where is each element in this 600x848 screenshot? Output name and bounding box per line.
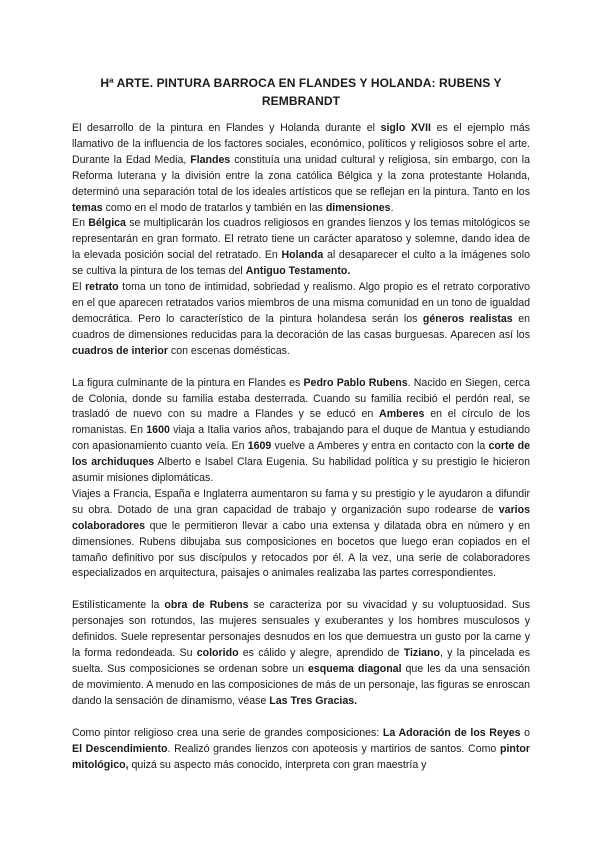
document-body: [72, 121, 530, 773]
bold-run: La Adoración de los Reyes: [382, 726, 521, 739]
text-run: en el círculo de los romanistas. En: [72, 408, 530, 437]
bold-run: Antiguo Testamento.: [245, 265, 351, 278]
bold-run: varios colaboradores: [72, 503, 530, 532]
paragraph-religioso: [72, 726, 530, 774]
bold-run: Amberes: [379, 408, 425, 421]
text-run: en cuadros de dimensiones reducidas para la decoración de las casas burguesas. Aparecen así los: [72, 312, 530, 341]
bold-run: 1609: [247, 440, 272, 453]
paragraph-rubens-bio: [72, 376, 530, 487]
bold-run: 1600: [146, 424, 170, 437]
bold-run: obra de Rubens: [164, 599, 249, 612]
text-run: Viajes a Francia, España e Inglaterra aumentaron su fama y su prestigio y le ayudaron a difundir su obra. Dotado de una gran capacidad de trabajo y organización supo rodearse de: [72, 487, 530, 516]
text-run: que le permitieron llevar a cabo una extensa y dilatada obra en número y en dimensiones. Rubens dibujaba sus composiciones en bocetos que luego eran copiados en el tamaño definitivo por sus discípulos y retocados por él. A la vez, una serie de colaboradores especializados en arquitectura, paisajes o animales realizaba las partes correspondientes.: [72, 519, 530, 580]
bold-run: El Descendimiento: [72, 742, 168, 755]
bold-run: géneros realistas: [422, 312, 513, 325]
text-run: que les da una sensación de movimiento. A menudo en las composiciones de más de un personaje, las figuras se enroscan dando la sensación de dinamismo, véase: [72, 663, 530, 707]
text-run: toma un tono de intimidad, sobriedad y realismo. Algo propio es el retrato corporativo en el que aparecen retratados varios miembros de una misma comunidad en un tono de igualdad democrática. Pero lo característico de la pintura holandesa serán los: [72, 281, 530, 325]
bold-run: Bélgica: [88, 217, 126, 230]
text-run: con escenas domésticas.: [167, 344, 290, 357]
text-run: es cálido y alegre, aprendido de: [238, 647, 404, 660]
text-run: vuelve a Amberes y entra en contacto con la: [271, 440, 489, 453]
paragraph-flandes-holanda: [72, 121, 530, 216]
text-run: , y la pincelada es suelta. Sus composiciones se ordenan sobre un: [72, 647, 530, 675]
text-run: La figura culminante de la pintura en Flandes es: [72, 376, 304, 389]
text-run: como en el modo de tratarlos y también en las: [102, 201, 326, 214]
text-run: El: [72, 281, 86, 294]
bold-run: esquema diagonal: [308, 663, 402, 675]
bold-run: siglo XVII: [380, 122, 431, 134]
bold-run: Pedro Pablo Rubens: [303, 376, 408, 389]
text-run: se multiplicarán los cuadros religiosos en grandes lienzos y los temas mitológicos se representarán en gran formato. El retrato tiene un carácter aparatoso y solemne, dando idea de la elevada posición social del retratado. En: [72, 217, 530, 262]
bold-run: temas: [72, 201, 103, 214]
text-run: quizá su aspecto más conocido, interpreta con gran maestría y: [128, 758, 427, 771]
text-run: .: [390, 201, 394, 214]
paragraph-belgica: [72, 216, 530, 280]
text-run: . Realizó grandes lienzos con apoteosis y martirios de santos. Como: [167, 742, 500, 755]
bold-run: Tiziano: [403, 647, 440, 660]
text-run: se caracteriza por su vivacidad y su voluptuosidad. Sus personajes son rotundos, las mujeres sensuales y exuberantes y los hombres musculosos y definidos. Suele representar personajes desnudos en los que demuestra un gusto por la carne y la forma redondeada. Su: [72, 599, 530, 660]
text-run: o: [520, 726, 531, 739]
text-run: al desaparecer el culto a la imágenes solo se cultiva la pintura de los temas del: [72, 249, 530, 278]
text-run: constituía una unidad cultural y religiosa, sin embargo, con la Reforma luterana y la división entre la zona católica Bélgica y la zona protestante Holanda, determinó una separación total de los ideales artísticos que se reflejan en la pintura. Tanto en los: [72, 153, 531, 198]
text-run: es el ejemplo más llamativo de la influencia de los factores sociales, económico, políticos y religiosos sobre el arte. Durante la Edad Media,: [72, 122, 530, 166]
bold-run: dimensiones: [325, 201, 391, 214]
paragraph-estilo: [72, 598, 530, 709]
text-run: Estilísticamente la: [72, 599, 165, 612]
text-run: Como pintor religioso crea una serie de grandes composiciones:: [72, 726, 383, 739]
text-run: En: [72, 217, 89, 230]
page-title: Hª ARTE. PINTURA BARROCA EN FLANDES Y HOLANDA: RUBENS Y REMBRANDT: [100, 76, 502, 108]
bold-run: cuadros de interior: [72, 344, 168, 357]
text-run: viaja a Italia varios años, trabajando para el duque de Mantua y estudiando con apasionamiento cuanto veía. En: [72, 424, 530, 453]
bold-run: Holanda: [281, 249, 324, 262]
paragraph-viajes: [72, 487, 530, 582]
paragraph-retrato: [72, 280, 530, 360]
text-run: El desarrollo de la pintura en Flandes y Holanda durante el: [72, 122, 381, 134]
bold-run: corte de los archiduques: [72, 440, 531, 469]
text-run: . Nacido en Siegen, cerca de Colonia, donde su familia estaba desterrada. Cuando su familia recibió el perdón real, se trasladó de nuevo con su madre a Flandes y se educó en: [72, 376, 530, 421]
text-run: Alberto e Isabel Clara Eugenia. Su habilidad política y su prestigio le hicieron asumir misiones diplomáticas.: [72, 456, 530, 485]
bold-run: retrato: [85, 281, 119, 294]
bold-run: Flandes: [190, 153, 231, 166]
bold-run: pintor mitológico,: [72, 742, 530, 771]
bold-run: colorido: [196, 647, 239, 660]
bold-run: Las Tres Gracias.: [269, 694, 358, 707]
